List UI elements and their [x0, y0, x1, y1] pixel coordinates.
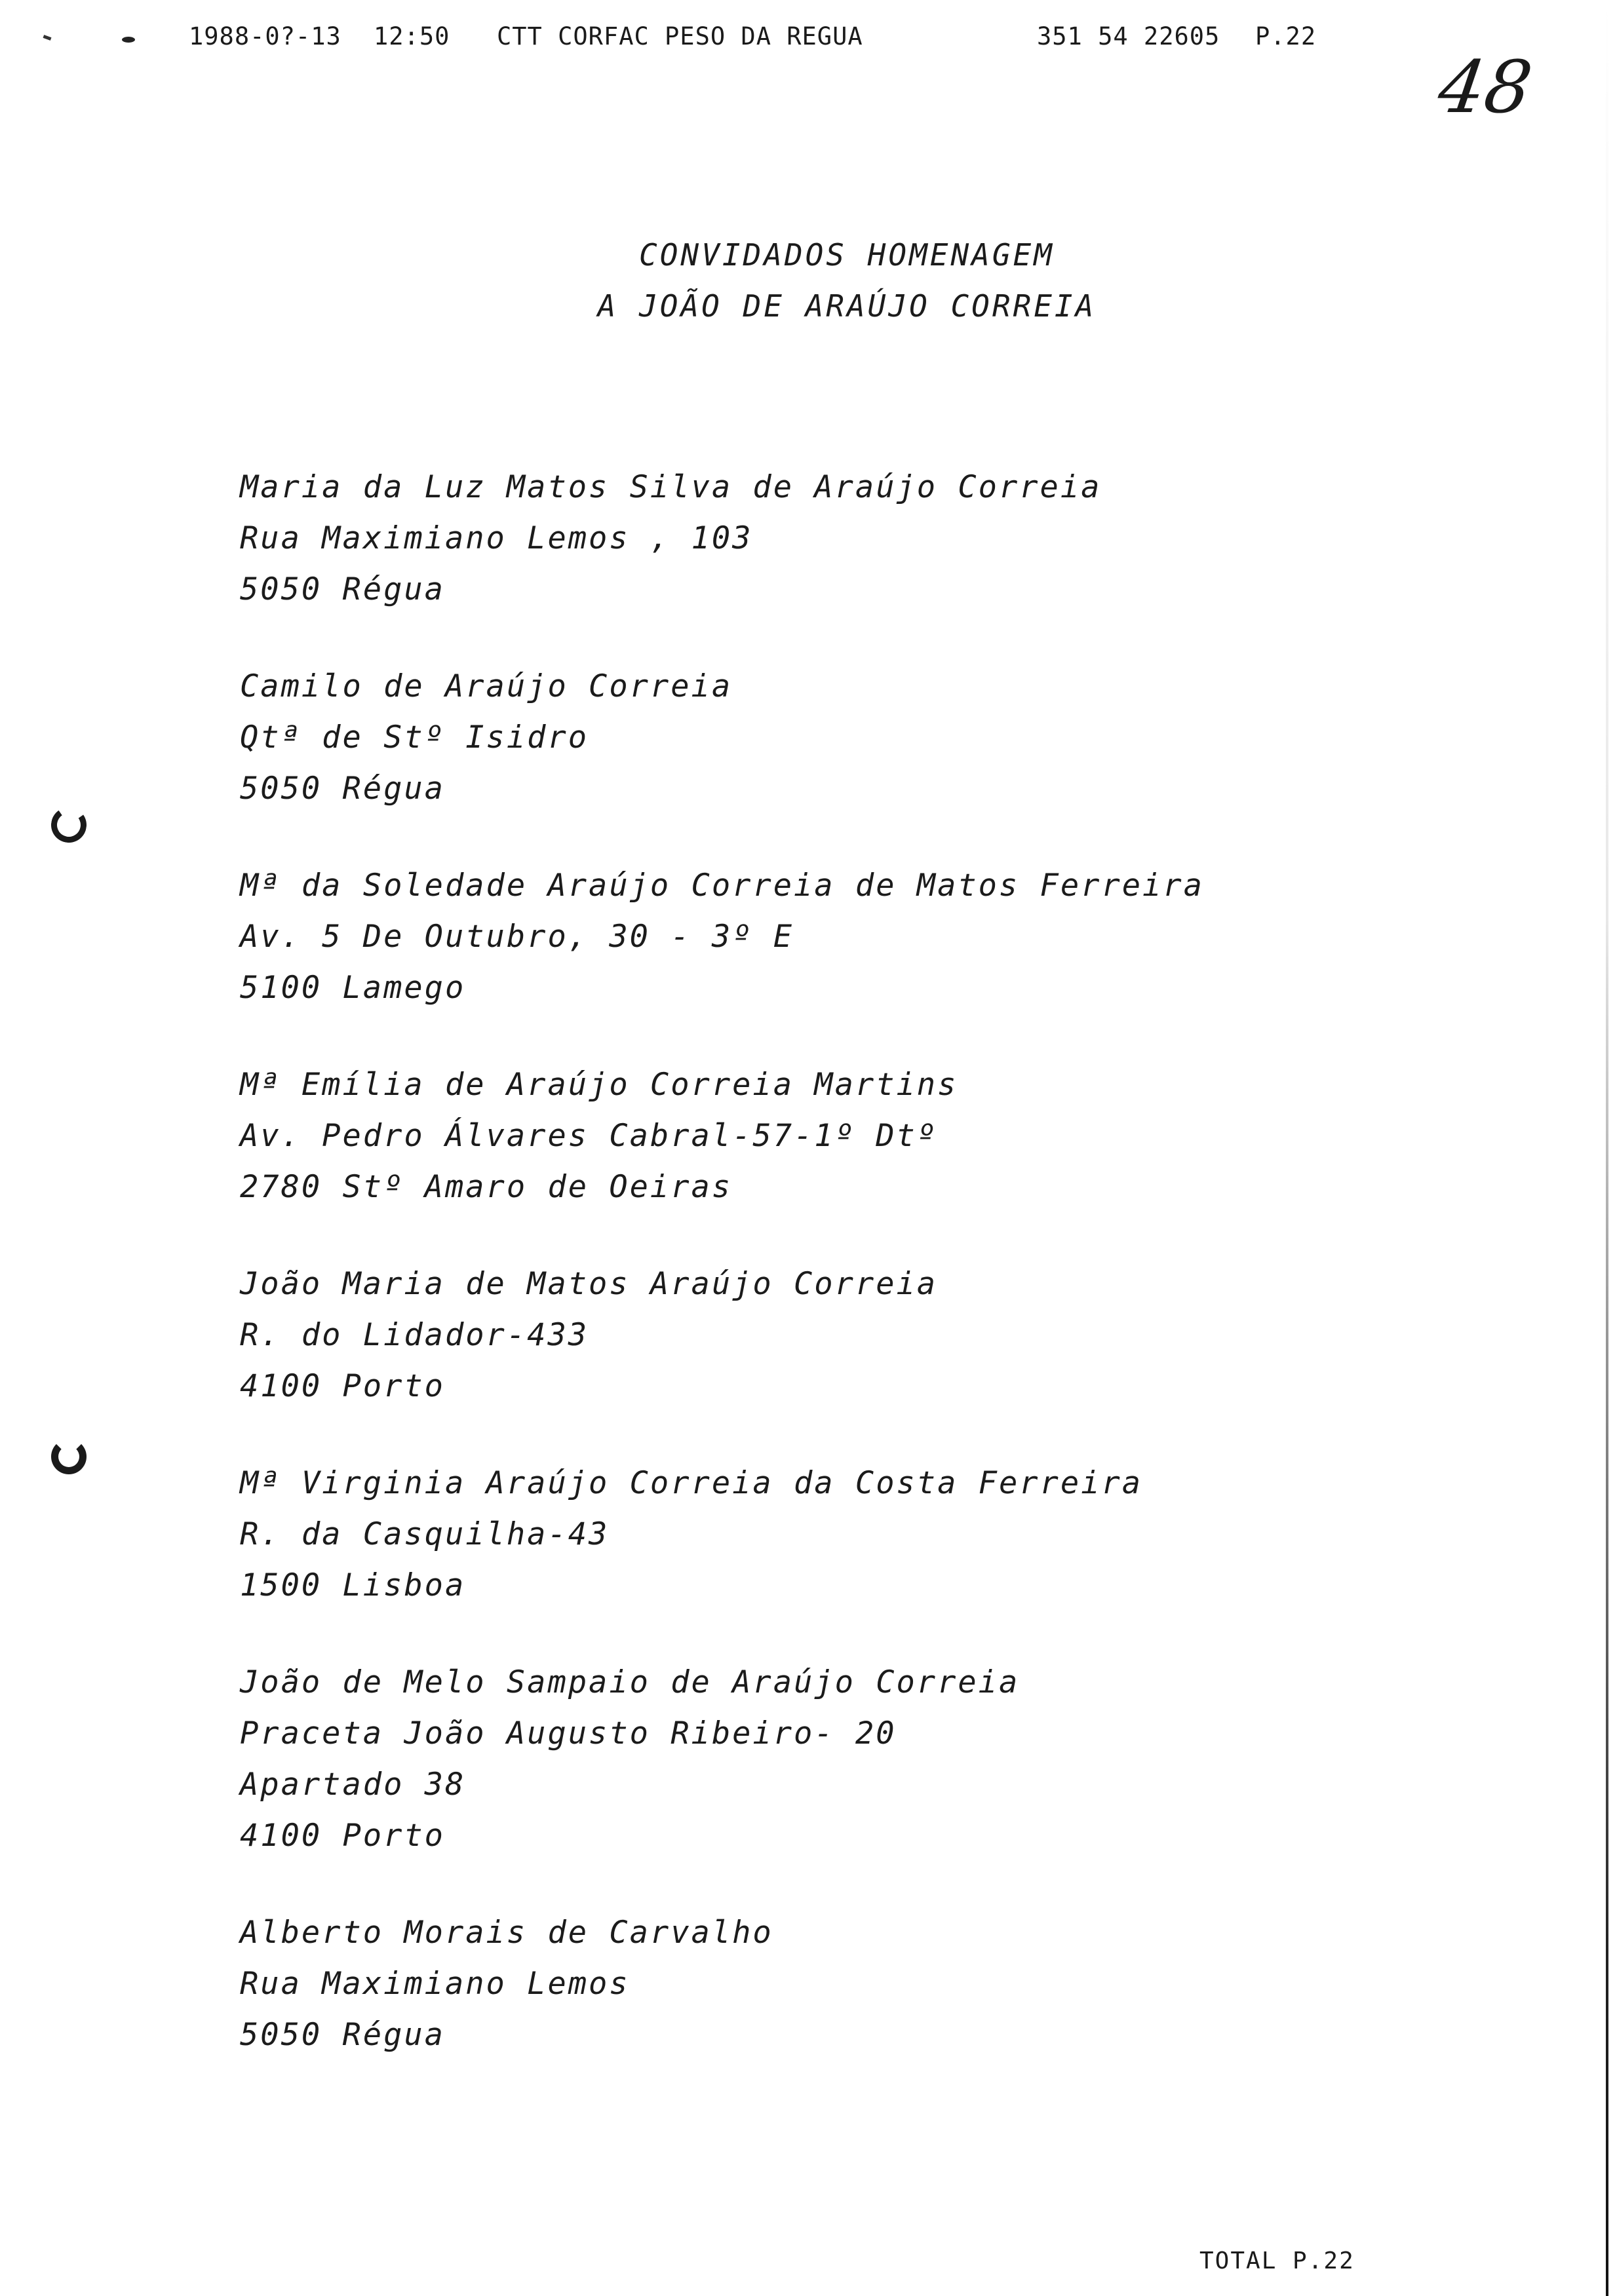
guest-name: Maria da Luz Matos Silva de Araújo Correia [240, 469, 1102, 505]
fax-number: 351 54 22605 [1037, 22, 1220, 50]
handwritten-page-number: 48 [1433, 45, 1537, 129]
guest-street: Praceta João Augusto Ribeiro- 20 [240, 1715, 897, 1751]
guest-entry [240, 1060, 1485, 1213]
fax-time: 12:50 [374, 22, 450, 50]
guest-entry [240, 1259, 1485, 1412]
guest-entry [240, 661, 1485, 814]
guest-street: Av. Pedro Álvares Cabral-57-1º Dtº [240, 1118, 938, 1154]
guest-street: Qtª de Stº Isidro [240, 719, 589, 756]
fax-total-pages: TOTAL P.22 [1199, 2248, 1355, 2274]
guest-entry [240, 1458, 1485, 1611]
guest-city: 2780 Stº Amaro de Oeiras [240, 1169, 733, 1205]
guest-city: 1500 Lisboa [240, 1567, 466, 1603]
guest-street: R. do Lidador-433 [240, 1317, 589, 1353]
document-title [0, 229, 1615, 332]
guest-street: Rua Maximiano Lemos , 103 [240, 520, 753, 556]
punch-hole-mark [49, 805, 90, 846]
guest-city: 4100 Porto [240, 1818, 445, 1854]
guest-entry [240, 1907, 1485, 2061]
guest-city: 5100 Lamego [240, 970, 466, 1006]
fax-date: 1988-0?-13 [189, 22, 341, 50]
punch-hole-mark [51, 1439, 87, 1474]
guest-name: Camilo de Araújo Correia [240, 668, 733, 704]
guest-city: 5050 Régua [240, 771, 445, 807]
guest-city: 4100 Porto [240, 1368, 445, 1404]
page-edge-line [1606, 0, 1608, 2296]
title-line-2: A JOÃO DE ARAÚJO CORREIA [597, 288, 1097, 324]
guest-entry [240, 860, 1485, 1014]
guest-street: Av. 5 De Outubro, 30 - 3º E [240, 919, 794, 955]
guest-name: João Maria de Matos Araújo Correia [240, 1266, 938, 1302]
guest-city: 5050 Régua [240, 2017, 445, 2053]
title-line-1: CONVIDADOS HOMENAGEM [639, 237, 1055, 273]
guest-name: Mª da Soledade Araújo Correia de Matos Ferreira [240, 868, 1204, 904]
guest-list [240, 462, 1485, 2107]
guest-street: R. da Casquilha-43 [240, 1516, 610, 1552]
fax-transmission-header [0, 22, 1615, 55]
guest-entry [240, 462, 1485, 615]
guest-city: 5050 Régua [240, 571, 445, 607]
guest-name: Mª Virginia Araújo Correia da Costa Ferreira [240, 1465, 1143, 1501]
guest-name: João de Melo Sampaio de Araújo Correia [240, 1664, 1020, 1700]
guest-street: Rua Maximiano Lemos [240, 1966, 630, 2002]
guest-name: Mª Emília de Araújo Correia Martins [240, 1067, 958, 1103]
fax-page-number: P.22 [1255, 22, 1317, 50]
guest-po-box: Apartado 38 [240, 1767, 466, 1803]
guest-name: Alberto Morais de Carvalho [240, 1915, 773, 1951]
guest-entry [240, 1657, 1485, 1862]
fax-sender: CTT CORFAC PESO DA REGUA [497, 22, 863, 50]
